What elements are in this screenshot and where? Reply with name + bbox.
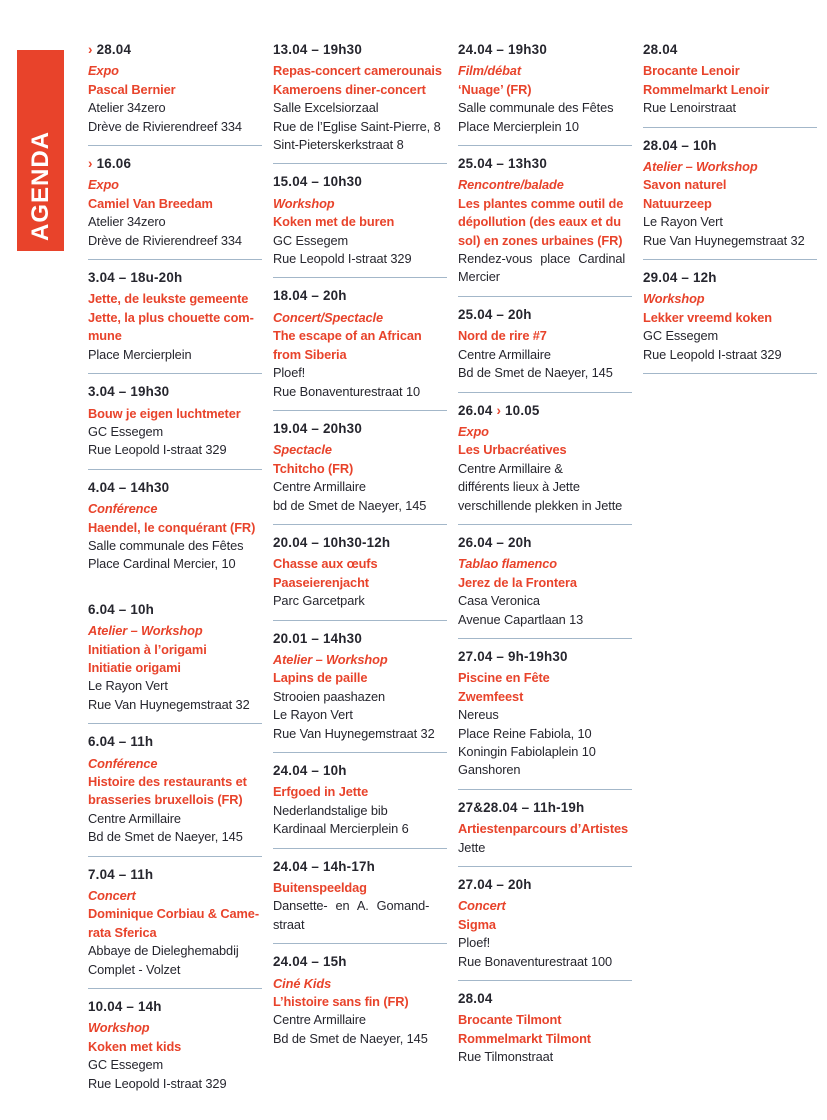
event-venue: GC Essegem — [88, 1057, 164, 1073]
event-date: 20.01 – 14h30 — [273, 630, 362, 646]
event-venue: GC Essegem — [88, 423, 164, 439]
event-venue: Complet - Volzet — [88, 961, 181, 977]
divider — [273, 943, 447, 944]
agenda-entry — [273, 953, 447, 1048]
event-title: Jerez de la Frontera — [458, 574, 577, 590]
event-title: Nord de rire #7 — [458, 328, 547, 344]
divider — [458, 866, 632, 867]
agenda-entry — [88, 41, 262, 136]
event-venue: Atelier 34zero — [88, 100, 166, 116]
agenda-entry — [458, 534, 632, 629]
divider — [458, 145, 632, 146]
event-title: Initiation à l’origami — [88, 641, 207, 657]
event-title: Zwemfeest — [458, 688, 524, 704]
divider — [458, 524, 632, 525]
divider — [273, 410, 447, 411]
divider — [458, 296, 632, 297]
event-venue: Drève de Rivierendreef 334 — [88, 232, 242, 248]
event-category: Conférence — [88, 755, 158, 771]
event-venue: Centre Armillaire — [273, 1012, 366, 1028]
event-category: Film/débat — [458, 63, 521, 79]
event-date: 28.04 — [458, 991, 493, 1007]
event-venue: GC Essegem — [273, 232, 349, 248]
divider — [88, 469, 262, 470]
agenda-entry — [458, 990, 632, 1067]
agenda-entry — [643, 41, 817, 118]
divider — [643, 373, 817, 374]
event-venue: Ploef! — [458, 935, 491, 951]
divider — [273, 620, 447, 621]
event-title: from Siberia — [273, 346, 347, 362]
chevron-right-icon: › — [88, 42, 93, 57]
agenda-entry — [273, 630, 447, 743]
event-title: Brocante Tilmont — [458, 1012, 562, 1028]
event-category: Workshop — [273, 195, 335, 211]
event-venue: Kardinaal Mercierplein 6 — [273, 821, 409, 837]
agenda-entry — [273, 173, 447, 268]
agenda-entry — [643, 269, 817, 364]
event-venue: Centre Armillaire & — [458, 460, 563, 476]
event-title: Lekker vreemd koken — [643, 309, 772, 325]
event-venue: Bd de Smet de Naeyer, 145 — [458, 365, 613, 381]
event-venue: Rue Bonaventurestraat 100 — [458, 953, 613, 969]
event-title: Jette, de leukste gemeente — [88, 291, 249, 307]
agenda-entry — [88, 998, 262, 1093]
event-venue: Koningin Fabiolaplein 10 — [458, 744, 596, 759]
event-venue: Rue Van Huynegemstraat 32 — [273, 725, 435, 741]
event-venue: Rue Bonaventurestraat 10 — [273, 383, 420, 399]
event-title: Haendel, le conquérant (FR) — [88, 519, 256, 535]
agenda-entry — [458, 306, 632, 383]
event-title: Initiatie origami — [88, 659, 181, 675]
event-title: Rommelmarkt Lenoir — [643, 81, 770, 97]
event-date: 25.04 – 20h — [458, 306, 532, 322]
event-venue: Rue Van Huynegemstraat 32 — [88, 696, 250, 712]
event-venue: verschillende plekken in Jette — [458, 497, 623, 513]
divider — [88, 723, 262, 724]
event-date: › 16.06 — [88, 156, 132, 172]
event-title: The escape of an African — [273, 328, 422, 344]
agenda-entry — [458, 402, 632, 515]
event-category: Workshop — [643, 291, 705, 307]
event-venue: Parc Garcetpark — [273, 593, 365, 609]
event-category: Ciné Kids — [273, 975, 332, 991]
event-venue: Ganshoren — [458, 762, 521, 778]
event-venue: Strooien paashazen — [273, 688, 386, 704]
event-venue: Jette — [458, 839, 486, 855]
event-title: Bouw je eigen luchtmeter — [88, 405, 241, 421]
event-venue: Salle communale des Fêtes — [88, 537, 244, 553]
event-title: Koken met de buren — [273, 214, 395, 230]
agenda-column-1 — [88, 41, 262, 1120]
agenda-entry — [273, 858, 447, 935]
agenda-entry — [88, 383, 262, 460]
event-date: 13.04 – 19h30 — [273, 42, 362, 57]
event-date: 27&28.04 – 11h-19h — [458, 799, 585, 815]
event-venue: Rue Leopold I-straat 329 — [273, 251, 412, 267]
event-title: Tchitcho (FR) — [273, 460, 354, 476]
agenda-column-3 — [458, 41, 632, 1094]
event-title: Jette, la plus chouette com- — [88, 309, 254, 325]
event-title: Artiestenparcours d’Artistes — [458, 821, 629, 837]
event-title: L’histoire sans fin (FR) — [273, 994, 409, 1010]
event-category: Atelier – Workshop — [273, 651, 388, 667]
event-title: mune — [88, 328, 122, 344]
event-category: Concert/Spectacle — [273, 309, 383, 325]
event-date: 10.04 – 14h — [88, 999, 162, 1015]
event-title: rata Sferica — [88, 924, 157, 940]
event-venue: Le Rayon Vert — [643, 214, 723, 230]
event-venue: Salle Excelsiorzaal — [273, 100, 379, 116]
event-category: Rencontre/balade — [458, 177, 564, 193]
event-date: 24.04 – 14h-17h — [273, 858, 376, 874]
event-date: 29.04 – 12h — [643, 270, 717, 286]
event-venue: straat — [273, 916, 305, 932]
event-venue: Rendez-vous place Cardinal — [458, 251, 626, 267]
event-venue: Drève de Rivierendreef 334 — [88, 118, 242, 134]
event-date: 28.04 — [643, 42, 678, 57]
event-category: Workshop — [88, 1020, 150, 1036]
event-venue: Place Mercierplein — [88, 346, 192, 362]
event-category: Expo — [88, 63, 119, 79]
event-venue: Atelier 34zero — [88, 214, 166, 230]
divider — [88, 145, 262, 146]
agenda-entry — [273, 287, 447, 400]
event-venue: bd de Smet de Naeyer, 145 — [273, 497, 427, 513]
agenda-entry — [88, 733, 262, 846]
event-date: 4.04 – 14h30 — [88, 479, 170, 495]
agenda-entry — [458, 155, 632, 287]
divider — [643, 127, 817, 128]
agenda-entry — [88, 269, 262, 364]
event-venue: Le Rayon Vert — [273, 707, 353, 723]
event-venue: Casa Veronica — [458, 593, 540, 609]
event-venue: Rue Tilmonstraat — [458, 1049, 554, 1065]
divider — [273, 524, 447, 525]
divider — [458, 789, 632, 790]
agenda-entry — [88, 601, 262, 714]
event-title: Camiel Van Breedam — [88, 195, 213, 211]
event-title: Histoire des restaurants et — [88, 774, 247, 789]
event-title: Sigma — [458, 916, 496, 932]
event-category: Tablao flamenco — [458, 556, 558, 572]
divider — [643, 259, 817, 260]
event-title: Kameroens diner-concert — [273, 81, 426, 97]
event-venue: Rue Van Huynegemstraat 32 — [643, 232, 805, 248]
event-date: 18.04 – 20h — [273, 288, 347, 304]
event-category: Concert — [88, 888, 136, 904]
agenda-banner — [17, 50, 64, 251]
event-venue: Le Rayon Vert — [88, 678, 168, 694]
event-title: Brocante Lenoir — [643, 63, 740, 79]
event-date: 7.04 – 11h — [88, 866, 154, 882]
event-title: Repas-concert camerounais — [273, 63, 442, 79]
event-title: Lapins de paille — [273, 670, 368, 686]
divider — [273, 163, 447, 164]
divider — [88, 856, 262, 857]
agenda-entry — [88, 479, 262, 574]
event-title: Piscine en Fête — [458, 670, 550, 686]
agenda-entry — [273, 41, 447, 154]
event-venue: Bd de Smet de Naeyer, 145 — [273, 1030, 428, 1046]
agenda-banner-label: AGENDA — [26, 130, 54, 241]
divider — [273, 848, 447, 849]
event-date: 24.04 – 15h — [273, 954, 347, 970]
divider — [458, 638, 632, 639]
agenda-column-2 — [273, 41, 447, 1075]
event-venue: Place Cardinal Mercier, 10 — [88, 556, 236, 572]
event-venue: Centre Armillaire — [273, 479, 366, 495]
event-title: Erfgoed in Jette — [273, 784, 369, 800]
divider — [458, 392, 632, 393]
event-date: 3.04 – 19h30 — [88, 384, 170, 400]
agenda-entry — [88, 866, 262, 979]
event-date: 6.04 – 10h — [88, 601, 155, 617]
event-category: Concert — [458, 898, 506, 914]
event-venue: Abbaye de Dieleghemabdij — [88, 943, 239, 959]
event-title: Savon naturel — [643, 177, 727, 193]
agenda-grid — [88, 41, 817, 1120]
agenda-entry — [458, 799, 632, 857]
event-title: ‘Nuage’ (FR) — [458, 81, 532, 97]
divider — [88, 988, 262, 989]
event-venue: Avenue Capartlaan 13 — [458, 611, 584, 627]
event-date: 20.04 – 10h30-12h — [273, 534, 391, 550]
event-category: Spectacle — [273, 442, 332, 458]
agenda-entry — [643, 137, 817, 250]
agenda-entry — [88, 155, 262, 250]
event-date: 26.04 › 10.05 — [458, 402, 540, 418]
agenda-column-4 — [643, 41, 817, 383]
event-date: 28.04 – 10h — [643, 137, 717, 153]
event-venue: Rue Lenoirstraat — [643, 100, 737, 116]
event-title: dépollution (des eaux et du — [458, 214, 621, 230]
event-date: 27.04 – 20h — [458, 877, 532, 893]
agenda-entry — [458, 648, 632, 780]
event-title: Buitenspeeldag — [273, 880, 367, 896]
event-date: › 28.04 — [88, 42, 132, 57]
event-title: Les plantes comme outil de — [458, 195, 624, 211]
divider — [88, 259, 262, 260]
agenda-entry — [273, 762, 447, 839]
event-venue: Nereus — [458, 707, 499, 723]
agenda-entry — [458, 41, 632, 136]
event-category: Atelier – Workshop — [643, 159, 758, 175]
event-title: Rommelmarkt Tilmont — [458, 1030, 591, 1046]
event-venue: Place Mercierplein 10 — [458, 118, 579, 134]
event-date: 6.04 – 11h — [88, 734, 154, 750]
event-date: 27.04 – 9h-19h30 — [458, 648, 568, 664]
event-venue: Place Reine Fabiola, 10 — [458, 725, 592, 741]
event-category: Atelier – Workshop — [88, 623, 203, 639]
event-venue: Salle communale des Fêtes — [458, 100, 614, 116]
event-venue: Centre Armillaire — [458, 346, 551, 362]
event-venue: Rue de l’Eglise Saint-Pierre, 8 — [273, 118, 441, 134]
event-title: Paaseierenjacht — [273, 574, 369, 590]
event-title: Chasse aux œufs — [273, 556, 378, 572]
event-date: 15.04 – 10h30 — [273, 174, 362, 190]
event-date: 24.04 – 10h — [273, 763, 347, 778]
event-venue: Nederlandstalige bib — [273, 802, 388, 818]
event-category: Expo — [458, 423, 489, 439]
divider — [88, 373, 262, 374]
event-title: sol) en zones urbaines (FR) — [458, 232, 623, 248]
event-venue: Dansette- en A. Gomand- — [273, 898, 430, 914]
event-venue: Bd de Smet de Naeyer, 145 — [88, 829, 243, 845]
event-venue: Mercier — [458, 269, 500, 285]
divider — [273, 752, 447, 753]
event-venue: Rue Leopold I-straat 329 — [88, 1075, 227, 1091]
event-title: Dominique Corbiau & Came- — [88, 906, 259, 922]
event-date: 3.04 – 18u-20h — [88, 270, 183, 286]
agenda-entry — [273, 534, 447, 611]
event-venue: GC Essegem — [643, 328, 719, 344]
event-title: brasseries bruxellois (FR) — [88, 792, 243, 808]
event-title: Les Urbacréatives — [458, 442, 567, 458]
event-date: 24.04 – 19h30 — [458, 42, 547, 57]
agenda-entry — [458, 876, 632, 971]
event-venue: différents lieux à Jette — [458, 479, 580, 495]
chevron-right-icon: › — [496, 402, 502, 418]
event-category: Conférence — [88, 501, 158, 517]
divider — [458, 980, 632, 981]
event-venue: Ploef! — [273, 365, 306, 381]
event-venue: Rue Leopold I-straat 329 — [643, 346, 782, 362]
chevron-right-icon: › — [88, 156, 93, 172]
event-date: 26.04 – 20h — [458, 534, 532, 550]
event-venue: Centre Armillaire — [88, 810, 181, 826]
event-date: 19.04 – 20h30 — [273, 420, 362, 436]
event-title: Natuurzeep — [643, 195, 712, 211]
event-title: Pascal Bernier — [88, 81, 176, 97]
divider — [273, 277, 447, 278]
event-venue: Rue Leopold I-straat 329 — [88, 442, 227, 458]
event-category: Expo — [88, 177, 119, 193]
agenda-entry — [273, 420, 447, 515]
event-date: 25.04 – 13h30 — [458, 156, 547, 172]
event-title: Koken met kids — [88, 1038, 182, 1054]
event-venue: Sint-Pieterskerkstraat 8 — [273, 137, 404, 153]
